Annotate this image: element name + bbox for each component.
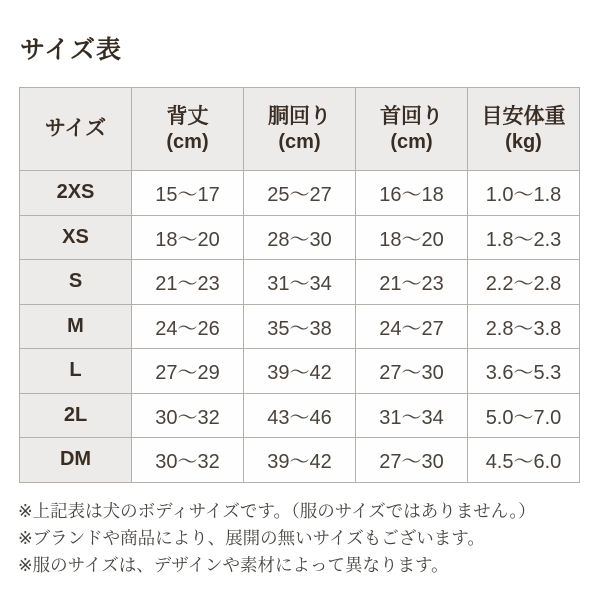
page-title: サイズ表 xyxy=(20,36,123,64)
notes xyxy=(18,498,536,579)
value-cell: 2.2〜2.8 xyxy=(468,260,580,305)
value-cell: 39〜42 xyxy=(244,349,356,394)
column-header xyxy=(356,88,468,171)
note-line: ※上記表は犬のボディサイズです。（服のサイズではありません。） xyxy=(18,501,536,521)
value-cell: 30〜32 xyxy=(132,438,244,483)
value-cell: 18〜20 xyxy=(132,215,244,260)
size-cell: DM xyxy=(20,438,132,483)
column-header xyxy=(132,88,244,171)
value-cell: 18〜20 xyxy=(356,215,468,260)
value-cell: 28〜30 xyxy=(244,215,356,260)
size-cell: 2L xyxy=(20,393,132,438)
value-cell: 24〜27 xyxy=(356,304,468,349)
header-row xyxy=(20,88,580,171)
size-cell: M xyxy=(20,304,132,349)
size-table-body xyxy=(20,171,580,483)
column-unit: (cm) xyxy=(278,130,321,153)
size-table-head xyxy=(20,88,580,171)
column-label: サイズ xyxy=(44,117,107,141)
column-unit: (cm) xyxy=(390,130,433,153)
table-row xyxy=(20,349,580,394)
column-label: 首回り xyxy=(380,105,443,129)
value-cell: 1.0〜1.8 xyxy=(468,171,580,216)
value-cell: 21〜23 xyxy=(356,260,468,305)
value-cell: 1.8〜2.3 xyxy=(468,215,580,260)
size-cell: XS xyxy=(20,215,132,260)
table-row xyxy=(20,260,580,305)
size-cell: S xyxy=(20,260,132,305)
column-unit: (cm) xyxy=(166,130,209,153)
size-cell: L xyxy=(20,349,132,394)
value-cell: 3.6〜5.3 xyxy=(468,349,580,394)
value-cell: 21〜23 xyxy=(132,260,244,305)
value-cell: 5.0〜7.0 xyxy=(468,393,580,438)
value-cell: 25〜27 xyxy=(244,171,356,216)
note-line: ※ブランドや商品により、展開の無いサイズもございます。 xyxy=(18,528,485,548)
value-cell: 2.8〜3.8 xyxy=(468,304,580,349)
table-row xyxy=(20,393,580,438)
value-cell: 27〜30 xyxy=(356,349,468,394)
value-cell: 43〜46 xyxy=(244,393,356,438)
value-cell: 4.5〜6.0 xyxy=(468,438,580,483)
column-label: 胴回り xyxy=(268,105,331,129)
table-row xyxy=(20,215,580,260)
value-cell: 35〜38 xyxy=(244,304,356,349)
value-cell: 27〜29 xyxy=(132,349,244,394)
value-cell: 16〜18 xyxy=(356,171,468,216)
size-cell: 2XS xyxy=(20,171,132,216)
size-table xyxy=(19,87,580,483)
column-label: 目安体重 xyxy=(481,105,566,129)
value-cell: 30〜32 xyxy=(132,393,244,438)
column-header xyxy=(244,88,356,171)
value-cell: 31〜34 xyxy=(244,260,356,305)
note-line: ※服のサイズは、デザインや素材によって異なります。 xyxy=(18,555,449,575)
table-row xyxy=(20,171,580,216)
column-unit: (kg) xyxy=(505,130,542,153)
column-header xyxy=(468,88,580,171)
value-cell: 24〜26 xyxy=(132,304,244,349)
value-cell: 27〜30 xyxy=(356,438,468,483)
table-row xyxy=(20,438,580,483)
table-row xyxy=(20,304,580,349)
column-label: 背丈 xyxy=(166,105,209,129)
value-cell: 39〜42 xyxy=(244,438,356,483)
value-cell: 15〜17 xyxy=(132,171,244,216)
value-cell: 31〜34 xyxy=(356,393,468,438)
column-header xyxy=(20,88,132,171)
